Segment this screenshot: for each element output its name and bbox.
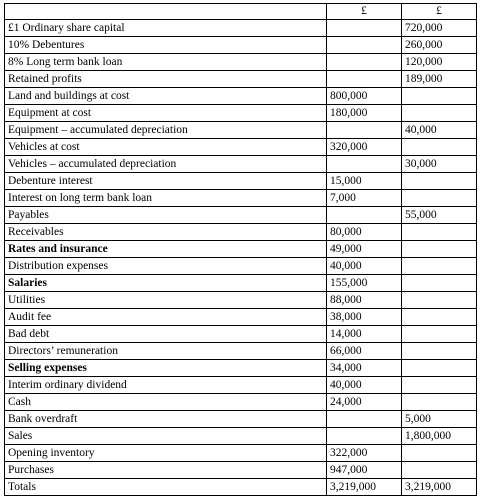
debit-amount: 322,000 [327,445,402,462]
header-credit-currency: £ [402,4,477,20]
debit-amount: 947,000 [327,462,402,479]
debit-amount: 320,000 [327,139,402,156]
table-row [5,54,477,71]
trial-balance-table [4,3,477,496]
table-row [5,360,477,377]
credit-amount: 720,000 [402,20,477,37]
credit-amount [402,258,477,275]
credit-amount [402,241,477,258]
table-row [5,343,477,360]
credit-amount [402,343,477,360]
table-row [5,462,477,479]
table-row [5,139,477,156]
table-row [5,190,477,207]
header-row [5,4,477,20]
debit-amount [327,54,402,71]
debit-amount: 80,000 [327,224,402,241]
account-label: Equipment at cost [5,105,327,122]
credit-amount [402,377,477,394]
credit-amount: 120,000 [402,54,477,71]
header-debit-currency: £ [327,4,402,20]
table-row [5,241,477,258]
credit-amount [402,394,477,411]
table-row [5,292,477,309]
table-row [5,122,477,139]
debit-amount: 88,000 [327,292,402,309]
credit-amount: 30,000 [402,156,477,173]
debit-amount: 38,000 [327,309,402,326]
credit-amount: 3,219,000 [402,479,477,496]
debit-amount: 800,000 [327,88,402,105]
credit-amount [402,105,477,122]
credit-amount: 40,000 [402,122,477,139]
debit-amount [327,37,402,54]
debit-amount: 180,000 [327,105,402,122]
debit-amount [327,428,402,445]
account-label: Debenture interest [5,173,327,190]
table-row [5,258,477,275]
account-label: Audit fee [5,309,327,326]
credit-amount: 55,000 [402,207,477,224]
table-row [5,224,477,241]
debit-amount [327,156,402,173]
credit-amount [402,326,477,343]
account-label: 8% Long term bank loan [5,54,327,71]
table-row [5,88,477,105]
credit-amount: 189,000 [402,71,477,88]
account-label: Cash [5,394,327,411]
debit-amount [327,411,402,428]
account-label: Vehicles at cost [5,139,327,156]
trial-balance [4,3,477,496]
credit-amount: 260,000 [402,37,477,54]
credit-amount [402,190,477,207]
table-row [5,105,477,122]
table-row [5,173,477,190]
account-label: Utilities [5,292,327,309]
credit-amount [402,292,477,309]
credit-amount: 1,800,000 [402,428,477,445]
account-label: Receivables [5,224,327,241]
account-label: £1 Ordinary share capital [5,20,327,37]
account-label: 10% Debentures [5,37,327,54]
account-label: Interim ordinary dividend [5,377,327,394]
account-label: Payables [5,207,327,224]
account-label: Equipment – accumulated depreciation [5,122,327,139]
table-row [5,479,477,496]
debit-amount: 49,000 [327,241,402,258]
debit-amount: 24,000 [327,394,402,411]
account-label: Rates and insurance [5,241,327,258]
table-row [5,394,477,411]
table-row [5,428,477,445]
account-label: Salaries [5,275,327,292]
credit-amount [402,275,477,292]
account-label: Interest on long term bank loan [5,190,327,207]
debit-amount [327,207,402,224]
credit-amount [402,88,477,105]
credit-amount [402,309,477,326]
account-label: Directors’ remuneration [5,343,327,360]
table-row [5,207,477,224]
debit-amount: 3,219,000 [327,479,402,496]
credit-amount [402,445,477,462]
credit-amount [402,462,477,479]
account-label: Opening inventory [5,445,327,462]
debit-amount [327,122,402,139]
credit-amount [402,360,477,377]
debit-amount: 7,000 [327,190,402,207]
table-row [5,309,477,326]
credit-amount [402,139,477,156]
account-label: Land and buildings at cost [5,88,327,105]
debit-amount: 66,000 [327,343,402,360]
credit-amount [402,173,477,190]
table-row [5,275,477,292]
account-label: Bad debt [5,326,327,343]
table-row [5,71,477,88]
table-row [5,326,477,343]
debit-amount: 15,000 [327,173,402,190]
table-row [5,37,477,54]
table-row [5,156,477,173]
table-row [5,445,477,462]
account-label: Totals [5,479,327,496]
table-row [5,377,477,394]
account-label: Distribution expenses [5,258,327,275]
debit-amount: 155,000 [327,275,402,292]
table-row [5,20,477,37]
account-label: Selling expenses [5,360,327,377]
account-label: Purchases [5,462,327,479]
debit-amount: 14,000 [327,326,402,343]
table-row [5,411,477,428]
debit-amount: 40,000 [327,258,402,275]
debit-amount [327,71,402,88]
header-description-cell [5,4,327,20]
debit-amount: 34,000 [327,360,402,377]
debit-amount [327,20,402,37]
credit-amount: 5,000 [402,411,477,428]
debit-amount: 40,000 [327,377,402,394]
account-label: Vehicles – accumulated depreciation [5,156,327,173]
credit-amount [402,224,477,241]
account-label: Sales [5,428,327,445]
account-label: Bank overdraft [5,411,327,428]
account-label: Retained profits [5,71,327,88]
